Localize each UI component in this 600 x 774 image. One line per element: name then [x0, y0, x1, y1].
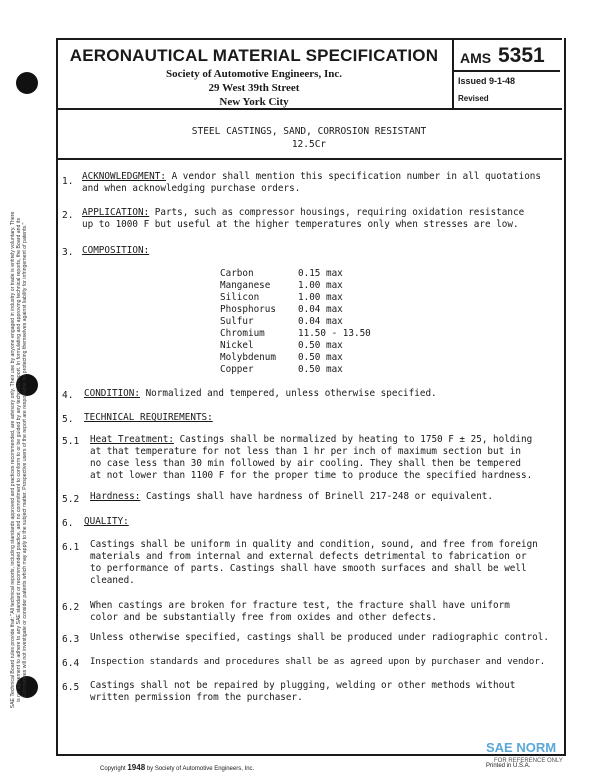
section-technical-requirements [84, 412, 213, 424]
element-value: 0.50 max [298, 340, 343, 351]
section-heading: ACKNOWLEDGMENT: [82, 171, 166, 182]
section-heat-treatment [90, 434, 532, 482]
header-city: New York City [219, 96, 289, 108]
section-number: 5.1 [62, 436, 80, 447]
watermark-sub: FOR REFERENCE ONLY [494, 758, 563, 764]
element-name: Carbon [220, 268, 254, 279]
spec-title-line2: 12.5Cr [291, 139, 327, 150]
composition-row [220, 316, 418, 328]
ams-label: AMS [460, 50, 492, 66]
section-composition [82, 245, 149, 257]
composition-row [220, 304, 418, 316]
section-6-5 [90, 680, 515, 704]
section-text: When castings are broken for fracture test, the fracture shall have uniform [90, 600, 510, 611]
section-heading: TECHNICAL REQUIREMENTS: [84, 412, 213, 423]
element-value: 0.50 max [298, 352, 343, 363]
section-number: 6.5 [62, 682, 80, 693]
section-text: A vendor shall mention this specification number in all quotations [165, 171, 541, 182]
element-name: Molybdenum [220, 352, 276, 363]
composition-row [220, 292, 418, 304]
section-quality [84, 516, 129, 528]
section-heading: Hardness: [90, 491, 141, 502]
spec-title-line1: STEEL CASTINGS, SAND, CORROSION RESISTANT [191, 126, 427, 137]
section-number: 6. [62, 518, 74, 529]
element-value: 1.00 max [298, 292, 343, 303]
element-name: Manganese [220, 280, 271, 291]
element-name: Nickel [220, 340, 254, 351]
section-hardness [90, 491, 493, 503]
element-name: Chromium [220, 328, 265, 339]
element-name: Copper [220, 364, 254, 375]
element-name: Silicon [220, 292, 260, 303]
section-text: written permission from the purchaser. [90, 692, 303, 703]
composition-row [220, 280, 418, 292]
element-name: Phosphorus [220, 304, 276, 315]
section-heading: Heat Treatment: [90, 434, 174, 445]
element-value: 1.00 max [298, 280, 343, 291]
section-heading: COMPOSITION: [82, 245, 150, 256]
sae-norm-watermark [486, 740, 563, 764]
header-title: AERONAUTICAL MATERIAL SPECIFICATION [69, 46, 439, 65]
section-heading: APPLICATION: [82, 207, 150, 218]
section-number: 5.2 [62, 494, 80, 505]
section-text: Unless otherwise specified, castings shall be produced under radiographic control. [90, 632, 549, 643]
side-disclaimer [2, 200, 36, 720]
side-disclaimer-text: SAE Technical Board rules provide that: "All technical reports, including standards approved and practices recommended, are advisory only. Their use by anyone engaged in industry or trade is entirely voluntary. There is no agreement to adhere to any SAE standard or recommended practice, and no commitment to conform to or be guided by any technical report. In formulating and approving technical reports, the Board and its Committees will not investigate or consider patents which may apply to the subject matter. Prospective users of the report are responsible for protecting themselves against liability for infringement of patents." [10, 211, 28, 709]
section-text: at that temperature for not less than 1 hr per inch of maximum section but in [90, 446, 521, 457]
copyright-footer [100, 763, 254, 772]
section-number: 3. [62, 247, 74, 258]
composition-row [220, 364, 418, 376]
copyright-label: Copyright [100, 766, 126, 772]
spec-title [56, 106, 562, 160]
section-text: cleaned. [90, 575, 135, 586]
section-number: 1. [62, 176, 74, 187]
copyright-year: 1948 [127, 763, 146, 772]
section-number: 6.4 [62, 658, 80, 669]
section-text: Inspection standards and procedures shall be as agreed upon by purchaser and vendor. [90, 657, 546, 667]
watermark-brand: SAE NORM [486, 740, 557, 755]
header-org: Society of Automotive Engineers, Inc. [166, 68, 342, 80]
section-6-2 [90, 600, 510, 624]
ams-number-box [452, 38, 562, 110]
copyright-holder: by Society of Automotive Engineers, Inc. [146, 766, 255, 772]
section-text: color and be substantially free from oxides and other defects. [90, 612, 438, 623]
section-text: Castings shall not be repaired by plugging, welding or other methods without [90, 680, 516, 691]
section-text: to performance of parts. Castings shall have smooth surfaces and shall be well [90, 563, 527, 574]
section-text: at not lower than 1100 F for the proper time to produce the specified hardness. [90, 470, 533, 481]
section-text: no case less than 30 min followed by air cooling. They shall then be tempered [90, 458, 521, 469]
header-street: 29 West 39th Street [208, 82, 300, 94]
section-application [82, 207, 524, 231]
composition-row [220, 328, 418, 340]
section-text: and when acknowledging purchase orders. [82, 183, 301, 194]
section-6-3 [90, 632, 549, 644]
printed-note: Printed in U.S.A. [486, 763, 531, 769]
element-name: Sulfur [220, 316, 254, 327]
section-text: Castings shall have hardness of Brinell 217-248 or equivalent. [140, 491, 493, 502]
section-heading: CONDITION: [84, 388, 140, 399]
section-number: 6.1 [62, 542, 80, 553]
composition-row [220, 340, 418, 352]
composition-row [220, 352, 418, 364]
section-condition [84, 388, 437, 400]
section-6-4 [90, 656, 545, 668]
element-value: 0.04 max [298, 304, 343, 315]
element-value: 0.50 max [298, 364, 343, 375]
section-number: 4. [62, 390, 74, 401]
element-value: 0.15 max [298, 268, 343, 279]
element-value: 0.04 max [298, 316, 343, 327]
composition-row [220, 268, 418, 280]
section-acknowledgment [82, 171, 541, 195]
composition-table [220, 268, 418, 376]
revised-label: Revised [458, 94, 489, 103]
section-number: 2. [62, 210, 74, 221]
section-text: Normalized and tempered, unless otherwise specified. [139, 388, 437, 399]
section-text: Castings shall be uniform in quality and condition, sound, and free from foreign [90, 539, 538, 550]
spec-header [56, 38, 452, 110]
section-text: materials and from internal and external defects detrimental to fabrication or [90, 551, 527, 562]
ams-id [454, 40, 560, 72]
section-heading: QUALITY: [84, 516, 129, 527]
ams-number: 5351 [498, 44, 545, 67]
section-text: Castings shall be normalized by heating to 1750 F ± 25, holding [173, 434, 533, 445]
section-number: 6.3 [62, 634, 80, 645]
issued-date: Issued 9-1-48 [458, 76, 516, 86]
section-number: 6.2 [62, 602, 80, 613]
punch-hole-top [16, 72, 38, 94]
section-text: up to 1000 F but useful at the higher temperatures only when stresses are low. [82, 219, 519, 230]
section-number: 5. [62, 414, 74, 425]
section-text: Parts, such as compressor housings, requiring oxidation resistance [149, 207, 525, 218]
section-6-1 [90, 539, 538, 587]
element-value: 11.50 - 13.50 [298, 328, 371, 339]
